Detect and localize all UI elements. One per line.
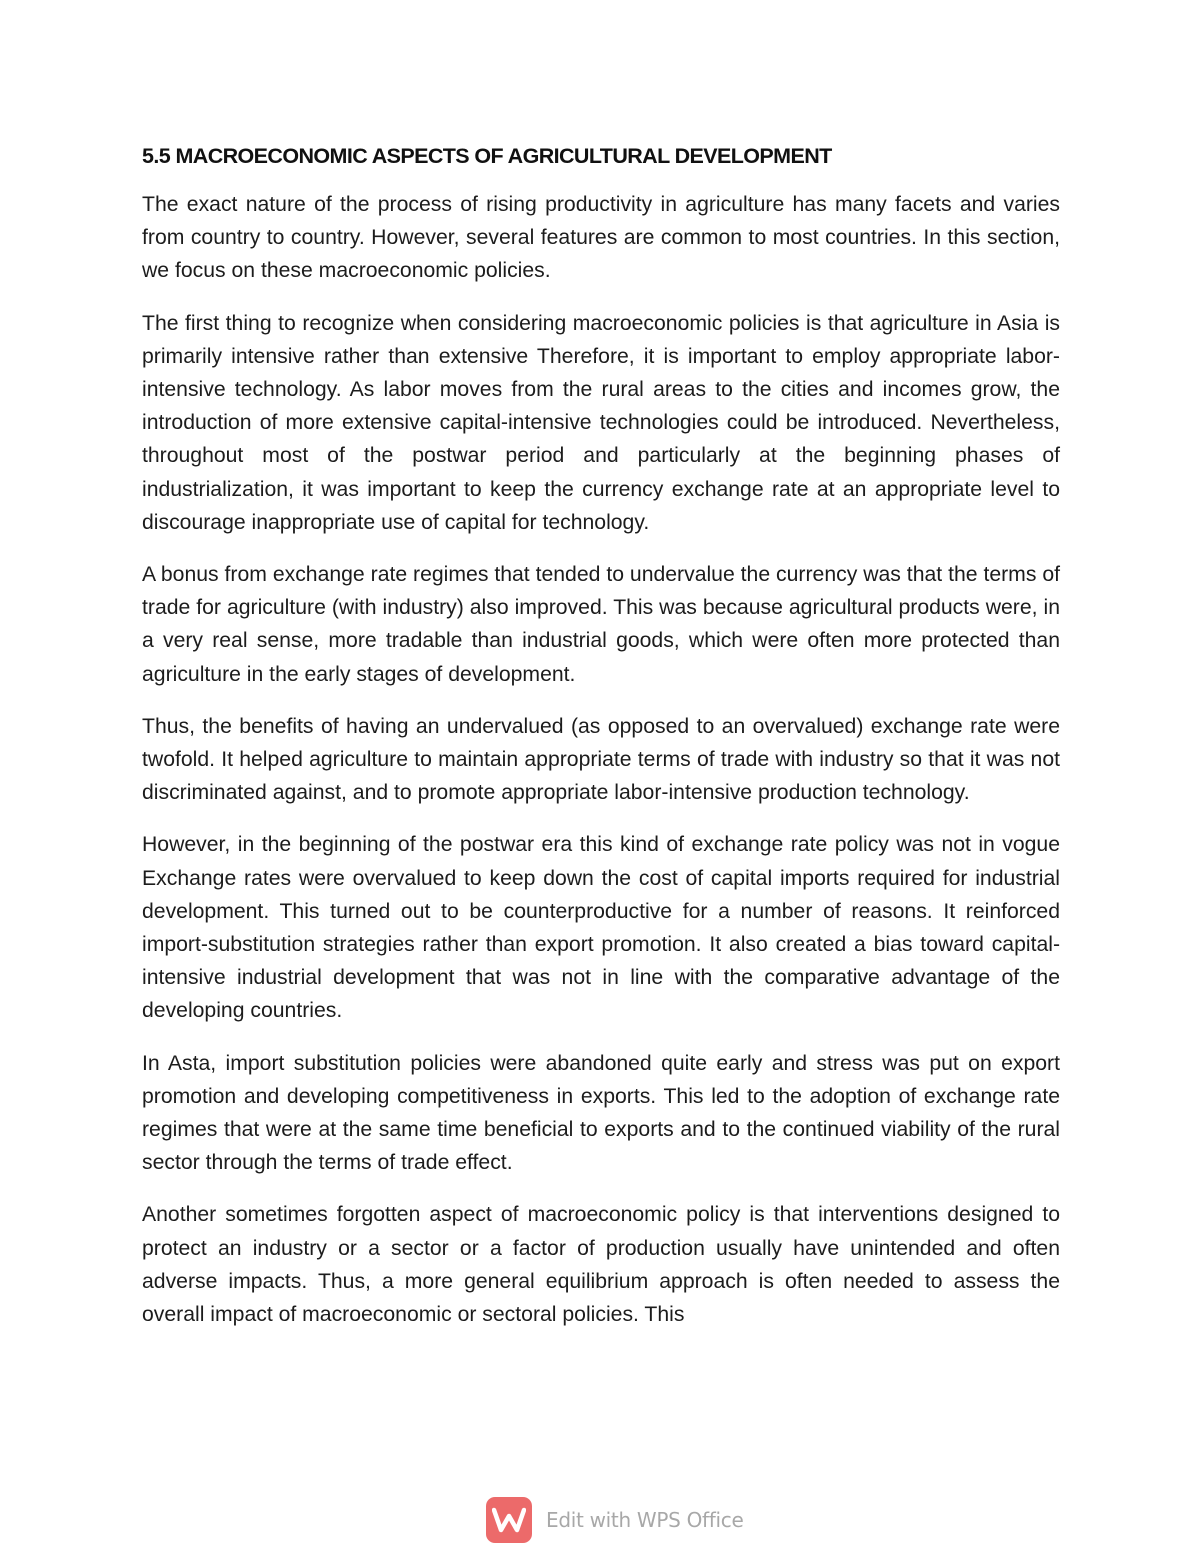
wps-edit-footer[interactable] — [486, 1497, 743, 1543]
paragraph: Another sometimes forgotten aspect of macroeconomic policy is that interventions designed to protect an industry or a sector or a factor of production usually have unintended and often adverse impacts. Thus, a more general equilibrium approach is often needed to assess the overall impact of macroeconomic or sectoral policies. This — [142, 1203, 1060, 1327]
paragraph: However, in the beginning of the postwar era this kind of exchange rate policy was not in vogue Exchange rates were overvalued to keep down the cost of capital imports required for industrial development. This turned out to be counterproductive for a number of reasons. It reinforced import-substitution strategies rather than export promotion. It also created a bias toward capital-intensive industrial development that was not in line with the comparative advantage of the developing countries. — [142, 833, 1060, 1023]
paragraph: Thus, the benefits of having an undervalued (as opposed to an overvalued) exchange rate were twofold. It helped agriculture to maintain appropriate terms of trade with industry so that it was not discriminated against, and to promote appropriate labor-intensive production technology. — [142, 714, 1060, 805]
paragraph: A bonus from exchange rate regimes that tended to undervalue the currency was that the terms of trade for agriculture (with industry) also improved. This was because agricultural products were, in a very real sense, more tradable than industrial goods, which were often more protected than agriculture in the early stages of development. — [142, 563, 1060, 686]
paragraph: The exact nature of the process of rising productivity in agriculture has many facets and varies from country to country. However, several features are common to most countries. In this section, we focus on these macroeconomic policies. — [142, 193, 1060, 283]
paragraph: The first thing to recognize when considering macroeconomic policies is that agriculture in Asia is primarily intensive rather than extensive Therefore, it is important to employ appropriate labor-intensive technology. As labor moves from the rural areas to the cities and incomes grow, the introduction of more extensive capital-intensive technologies could be introduced. Nevertheless, throughout most of the postwar period and particularly at the beginning phases of industrialization, it was important to keep the currency exchange rate at an appropriate level to discourage inappropriate use of capital for technology. — [142, 311, 1060, 534]
wps-edit-label[interactable]: Edit with WPS Office — [546, 1508, 744, 1532]
wps-logo-icon — [486, 1497, 532, 1543]
paragraph: In Asta, import substitution policies were abandoned quite early and stress was put on export promotion and developing competitiveness in exports. This led to the adoption of exchange rate regimes that were at the same time beneficial to exports and to the continued viability of the rural sector through the terms of trade effect. — [142, 1051, 1060, 1175]
document-page — [142, 138, 1060, 1350]
section-heading: 5.5 MACROECONOMIC ASPECTS OF AGRICULTURAL DEVELOPMENT — [142, 144, 832, 168]
